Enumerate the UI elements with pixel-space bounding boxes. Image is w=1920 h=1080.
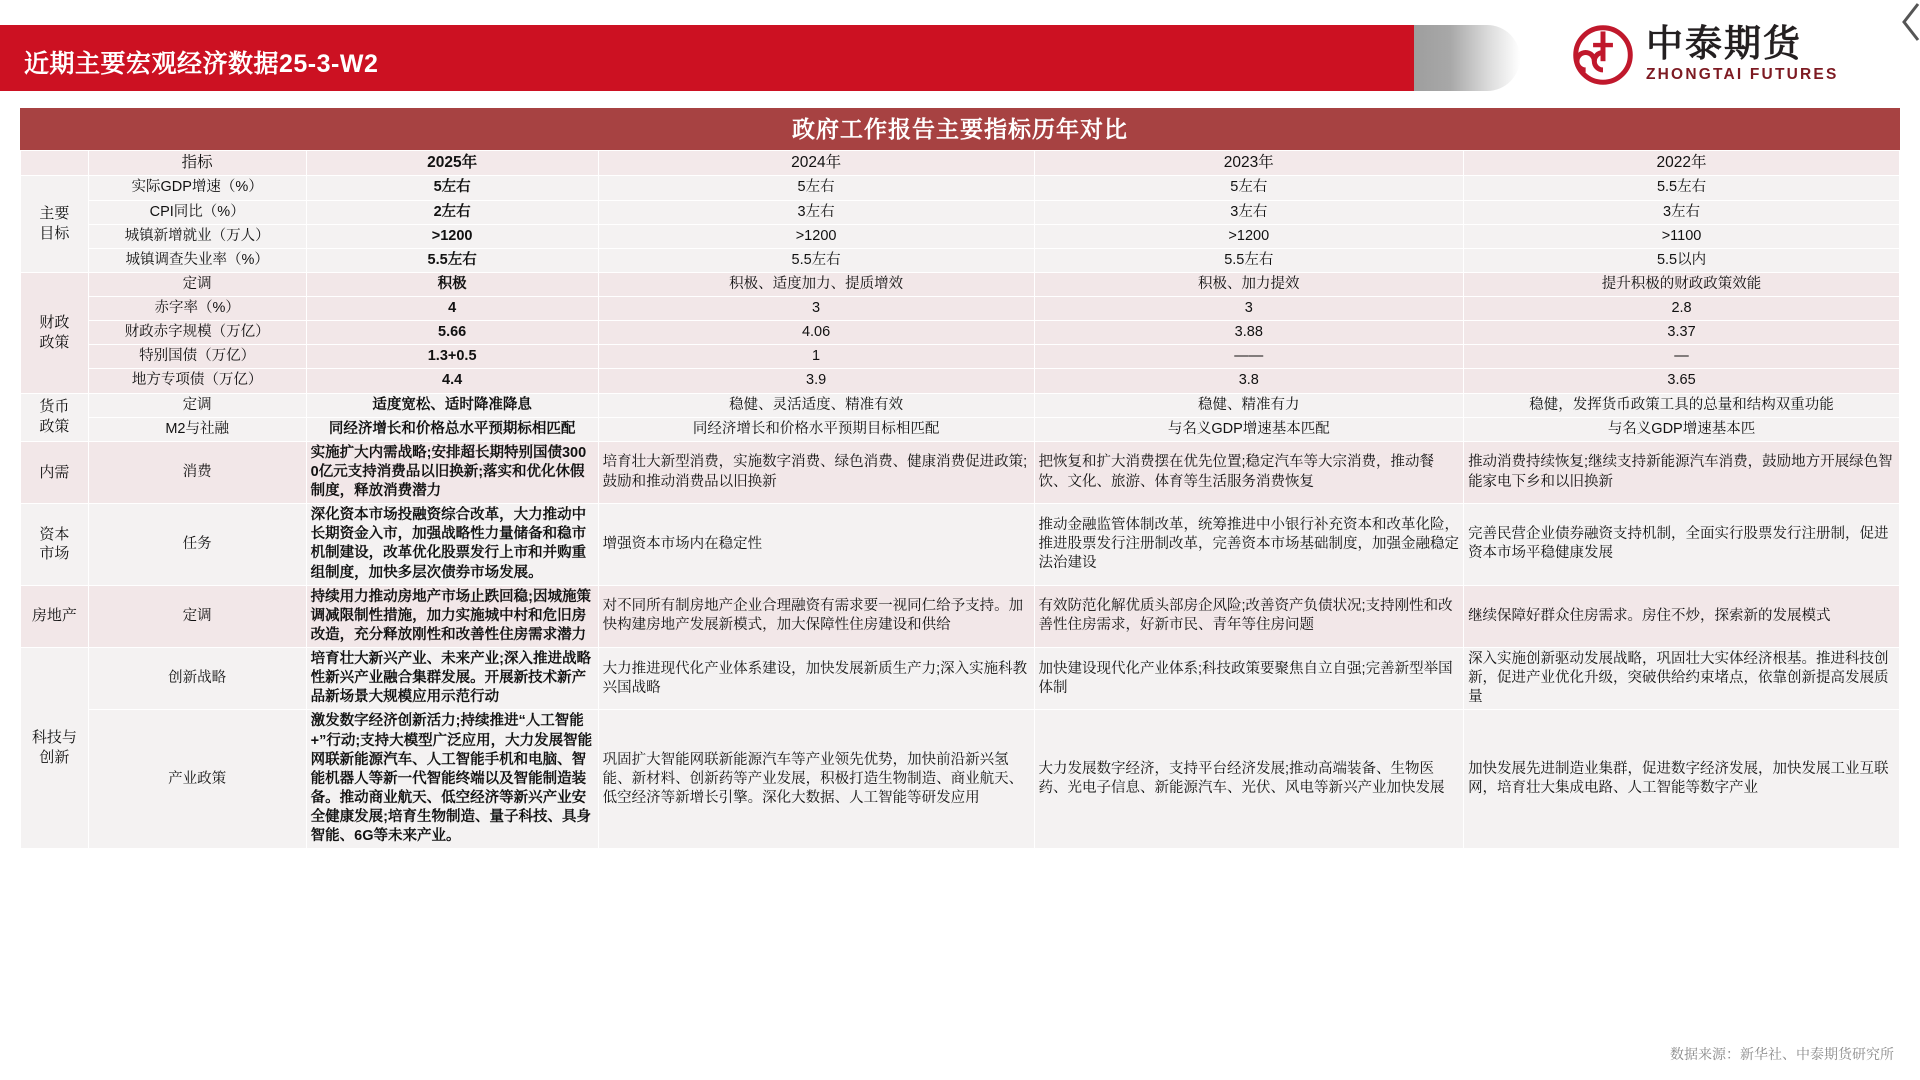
cell-2024: 稳健、灵活适度、精准有效 (598, 393, 1034, 417)
column-header-2024: 2024年 (598, 151, 1034, 176)
row-indicator: 消费 (88, 441, 306, 503)
column-header-category (21, 151, 89, 176)
row-indicator: 城镇调查失业率（%） (88, 248, 306, 272)
row-indicator: M2与社融 (88, 417, 306, 441)
cell-2025: 2左右 (306, 200, 598, 224)
cell-2023: 5.5左右 (1034, 248, 1464, 272)
logo-english-name: ZHONGTAI FUTURES (1646, 66, 1839, 84)
cell-2023: 把恢复和扩大消费摆在优先位置;稳定汽车等大宗消费，推动餐饮、文化、旅游、体育等生活服务消费恢复 (1034, 441, 1464, 503)
zhongtai-logo-icon (1572, 24, 1634, 86)
cell-2022: 2.8 (1464, 297, 1900, 321)
table-row (21, 297, 1900, 321)
header-band-tail (1400, 25, 1520, 91)
cell-2025: 适度宽松、适时降准降息 (306, 393, 598, 417)
column-header-2022: 2022年 (1464, 151, 1900, 176)
table-row (21, 176, 1900, 200)
cell-2023: 有效防范化解优质头部房企风险;改善资产负债状况;支持刚性和改善性住房需求，好新市民、青年等住房问题 (1034, 585, 1464, 647)
column-header-2025: 2025年 (306, 151, 598, 176)
cell-2025: 深化资本市场投融资综合改革，大力推动中长期资金入市，加强战略性力量储备和稳市机制建设，改革优化股票发行上市和并购重组制度，加快多层次债券市场发展。 (306, 504, 598, 586)
cell-2024: 3.9 (598, 369, 1034, 393)
cell-2022: 5.5左右 (1464, 176, 1900, 200)
table-row (21, 710, 1900, 849)
comparison-table (20, 150, 1900, 849)
cell-2025: 持续用力推动房地产市场止跌回稳;因城施策调减限制性措施，加力实施城中村和危旧房改造，充分释放刚性和改善性住房需求潜力 (306, 585, 598, 647)
cell-2022: 稳健，发挥货币政策工具的总量和结构双重功能 (1464, 393, 1900, 417)
cell-2023: 加快建设现代化产业体系;科技政策要聚焦自立自强;完善新型举国体制 (1034, 648, 1464, 710)
row-indicator: 赤字率（%） (88, 297, 306, 321)
table-row (21, 393, 1900, 417)
cell-2024: 巩固扩大智能网联新能源汽车等产业领先优势，加快前沿新兴氢能、新材料、创新药等产业发展，积极打造生物制造、商业航天、低空经济等新增长引擎。深化大数据、人工智能等研发应用 (598, 710, 1034, 849)
table-row (21, 248, 1900, 272)
row-category-4: 资本 市场 (21, 504, 89, 586)
cell-2025: >1200 (306, 224, 598, 248)
cell-2022: 深入实施创新驱动发展战略，巩固壮大实体经济根基。推进科技创新，促进产业优化升级，突破供给约束堵点，依靠创新提高发展质量 (1464, 648, 1900, 710)
cell-2024: 1 (598, 345, 1034, 369)
row-category-2: 货币 政策 (21, 393, 89, 441)
row-category-1: 财政 政策 (21, 272, 89, 393)
cell-2025: 5左右 (306, 176, 598, 200)
cell-2024: 增强资本市场内在稳定性 (598, 504, 1034, 586)
column-header-2023: 2023年 (1034, 151, 1464, 176)
row-indicator: 创新战略 (88, 648, 306, 710)
cell-2022: 加快发展先进制造业集群，促进数字经济发展，加快发展工业互联网，培育壮大集成电路、人工智能等数字产业 (1464, 710, 1900, 849)
cell-2024: 5.5左右 (598, 248, 1034, 272)
logo (1572, 20, 1839, 90)
cell-2022: 与名义GDP增速基本匹 (1464, 417, 1900, 441)
row-indicator: 地方专项债（万亿） (88, 369, 306, 393)
table-row (21, 345, 1900, 369)
cell-2022: — (1464, 345, 1900, 369)
cell-2022: 继续保障好群众住房需求。房住不炒，探索新的发展模式 (1464, 585, 1900, 647)
row-indicator: 财政赤字规模（万亿） (88, 321, 306, 345)
cell-2025: 5.5左右 (306, 248, 598, 272)
row-indicator: 定调 (88, 585, 306, 647)
cell-2022: 3左右 (1464, 200, 1900, 224)
cell-2022: >1100 (1464, 224, 1900, 248)
table-row (21, 417, 1900, 441)
cell-2025: 实施扩大内需战略;安排超长期特别国债3000亿元支持消费品以旧换新;落实和优化休假制度，释放消费潜力 (306, 441, 598, 503)
cell-2023: 5左右 (1034, 176, 1464, 200)
cell-2024: 5左右 (598, 176, 1034, 200)
comparison-table-container (20, 108, 1900, 849)
cell-2022: 完善民营企业债券融资支持机制，全面实行股票发行注册制，促进资本市场平稳健康发展 (1464, 504, 1900, 586)
cell-2024: 对不同所有制房地产企业合理融资有需求要一视同仁给予支持。加快构建房地产发展新模式，加大保障性住房建设和供给 (598, 585, 1034, 647)
row-indicator: 定调 (88, 272, 306, 296)
cell-2024: 同经济增长和价格水平预期目标相匹配 (598, 417, 1034, 441)
cell-2025: 同经济增长和价格总水平预期标相匹配 (306, 417, 598, 441)
cell-2024: 培育壮大新型消费，实施数字消费、绿色消费、健康消费促进政策;鼓励和推动消费品以旧换新 (598, 441, 1034, 503)
cell-2025: 1.3+0.5 (306, 345, 598, 369)
cell-2023: 大力发展数字经济，支持平台经济发展;推动高端装备、生物医药、光电子信息、新能源汽车、光伏、风电等新兴产业加快发展 (1034, 710, 1464, 849)
cell-2022: 3.37 (1464, 321, 1900, 345)
table-body (21, 151, 1900, 849)
cell-2025: 激发数字经济创新活力;持续推进“人工智能+”行动;支持大模型广泛应用，大力发展智能网联新能源汽车、人工智能手机和电脑、智能机器人等新一代智能终端以及智能制造装备。推动商业航天、低空经济等新兴产业安全健康发展;培育生物制造、量子科技、具身智能、6G等未来产业。 (306, 710, 598, 849)
cell-2023: >1200 (1034, 224, 1464, 248)
cell-2023: 与名义GDP增速基本匹配 (1034, 417, 1464, 441)
table-row (21, 321, 1900, 345)
row-indicator: 城镇新增就业（万人） (88, 224, 306, 248)
cell-2025: 积极 (306, 272, 598, 296)
cell-2025: 4.4 (306, 369, 598, 393)
cell-2022: 推动消费持续恢复;继续支持新能源汽车消费，鼓励地方开展绿色智能家电下乡和以旧换新 (1464, 441, 1900, 503)
cell-2024: 大力推进现代化产业体系建设，加快发展新质生产力;深入实施科教兴国战略 (598, 648, 1034, 710)
row-indicator: 特别国债（万亿） (88, 345, 306, 369)
row-category-5: 房地产 (21, 585, 89, 647)
cell-2023: 3.8 (1034, 369, 1464, 393)
cell-2022: 3.65 (1464, 369, 1900, 393)
table-row (21, 648, 1900, 710)
row-indicator: CPI同比（%） (88, 200, 306, 224)
cell-2023: 3 (1034, 297, 1464, 321)
table-row (21, 441, 1900, 503)
cell-2024: 4.06 (598, 321, 1034, 345)
table-row (21, 224, 1900, 248)
logo-chinese-name: 中泰期货 (1646, 23, 1802, 65)
table-row (21, 369, 1900, 393)
table-row (21, 585, 1900, 647)
cell-2023: —— (1034, 345, 1464, 369)
cell-2024: >1200 (598, 224, 1034, 248)
cell-2024: 积极、适度加力、提质增效 (598, 272, 1034, 296)
cell-2023: 3左右 (1034, 200, 1464, 224)
cell-2025: 5.66 (306, 321, 598, 345)
row-indicator: 实际GDP增速（%） (88, 176, 306, 200)
cell-2025: 4 (306, 297, 598, 321)
row-indicator: 定调 (88, 393, 306, 417)
cell-2023: 稳健、精准有力 (1034, 393, 1464, 417)
cell-2024: 3左右 (598, 200, 1034, 224)
row-category-3: 内需 (21, 441, 89, 503)
cell-2022: 提升积极的财政政策效能 (1464, 272, 1900, 296)
page-title: 近期主要宏观经济数据25-3-W2 (24, 50, 379, 78)
row-category-6: 科技与 创新 (21, 648, 89, 849)
table-title: 政府工作报告主要指标历年对比 (20, 108, 1900, 150)
cell-2023: 积极、加力提效 (1034, 272, 1464, 296)
cell-2024: 3 (598, 297, 1034, 321)
table-row (21, 504, 1900, 586)
table-row (21, 200, 1900, 224)
corner-chevron-icon (1898, 0, 1920, 44)
table-row (21, 272, 1900, 296)
cell-2022: 5.5以内 (1464, 248, 1900, 272)
row-indicator: 产业政策 (88, 710, 306, 849)
table-header-row (21, 151, 1900, 176)
column-header-indicator: 指标 (88, 151, 306, 176)
cell-2023: 推动金融监管体制改革，统筹推进中小银行补充资本和改革化险，推进股票发行注册制改革，完善资本市场基础制度，加强金融稳定法治建设 (1034, 504, 1464, 586)
row-indicator: 任务 (88, 504, 306, 586)
cell-2025: 培育壮大新兴产业、未来产业;深入推进战略性新兴产业融合集群发展。开展新技术新产品新场景大规模应用示范行动 (306, 648, 598, 710)
source-note: 数据来源：新华社、中泰期货研究所 (1670, 1046, 1894, 1062)
cell-2023: 3.88 (1034, 321, 1464, 345)
row-category-0: 主要 目标 (21, 176, 89, 273)
